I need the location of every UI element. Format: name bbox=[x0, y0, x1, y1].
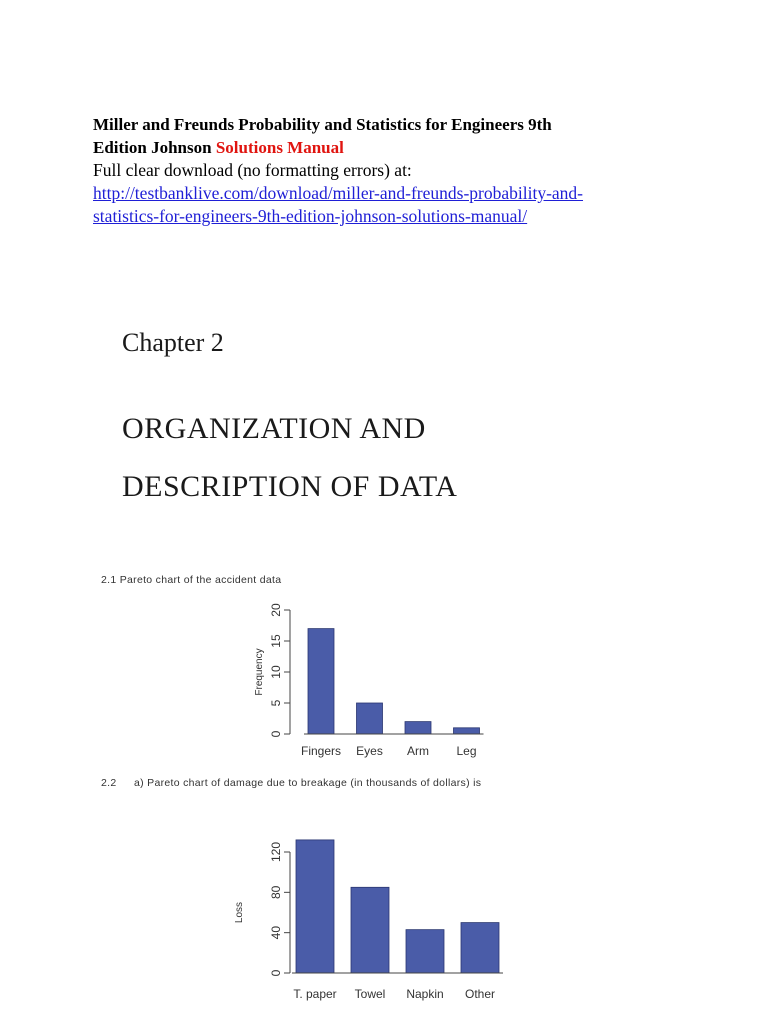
y-tick-label: 15 bbox=[269, 634, 283, 648]
bar bbox=[405, 722, 431, 734]
caption-2-1: 2.1 Pareto chart of the accident data bbox=[101, 574, 282, 586]
bar bbox=[454, 728, 480, 734]
y-tick-label: 120 bbox=[269, 841, 283, 863]
caption-2-2-number: 2.2 bbox=[101, 777, 117, 789]
solutions-manual-label: Solutions Manual bbox=[215, 138, 344, 157]
accident-pareto-chart bbox=[240, 596, 500, 766]
y-tick-label: 20 bbox=[269, 603, 283, 617]
category-label: Napkin bbox=[406, 987, 444, 1001]
caption-2-2-text: a) Pareto chart of damage due to breakage (in thousands of dollars) is bbox=[134, 777, 482, 789]
y-tick-label: 80 bbox=[269, 885, 283, 900]
category-label: Arm bbox=[407, 744, 429, 758]
category-label: Leg bbox=[456, 744, 477, 758]
y-axis-label: Frequency bbox=[254, 648, 265, 696]
category-label: T. paper bbox=[293, 987, 337, 1001]
bar bbox=[461, 923, 499, 973]
bar bbox=[296, 840, 334, 973]
chapter-title-line-1: ORGANIZATION AND bbox=[122, 412, 426, 445]
bar bbox=[406, 930, 444, 973]
category-label: Other bbox=[464, 987, 496, 1001]
y-tick-label: 5 bbox=[269, 699, 283, 707]
bar bbox=[351, 887, 389, 973]
y-tick-label: 0 bbox=[269, 969, 283, 977]
download-link-line-1[interactable]: http://testbanklive.com/download/miller-and-freunds-probability-and- bbox=[93, 183, 584, 203]
download-link-line-2[interactable]: statistics-for-engineers-9th-edition-johnson-solutions-manual/ bbox=[93, 206, 528, 226]
breakage-pareto-chart bbox=[220, 826, 520, 1006]
y-tick-label: 10 bbox=[269, 665, 283, 679]
bar bbox=[357, 703, 383, 734]
y-tick-label: 40 bbox=[269, 925, 283, 940]
y-axis-label: Loss bbox=[234, 901, 245, 924]
document-title bbox=[93, 113, 713, 159]
category-label: Fingers bbox=[300, 744, 342, 758]
category-label: Towel bbox=[354, 987, 386, 1001]
title-line-2-prefix: Edition Johnson bbox=[93, 138, 216, 157]
title-line-1: Miller and Freunds Probability and Statistics for Engineers 9th bbox=[93, 115, 552, 134]
category-label: Eyes bbox=[356, 744, 383, 758]
bar bbox=[308, 629, 334, 734]
chapter-label: Chapter 2 bbox=[122, 328, 224, 357]
download-note: Full clear download (no formatting errors) at: bbox=[93, 160, 412, 180]
y-tick-label: 0 bbox=[269, 730, 283, 738]
chapter-title-line-2: DESCRIPTION OF DATA bbox=[122, 470, 458, 503]
document-header bbox=[93, 113, 713, 228]
